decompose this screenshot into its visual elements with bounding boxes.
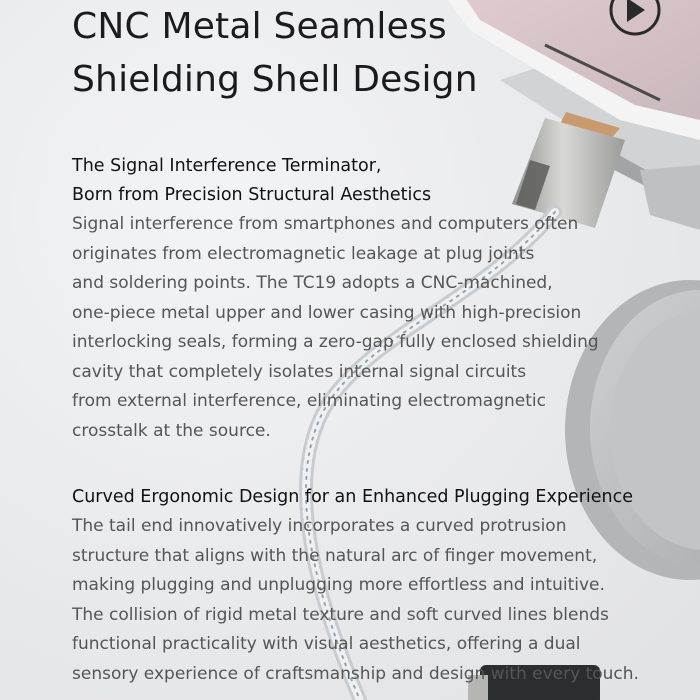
body-line: Signal interference from smartphones and computers often: [72, 214, 579, 234]
body-line: originates from electromagnetic leakage at plug joints: [72, 243, 535, 264]
body-line: cavity that completely isolates internal signal circuits: [72, 361, 527, 382]
body-line: The tail end innovatively incorporates a curved protrusion: [72, 516, 567, 536]
section-heading: [72, 152, 682, 210]
section-body: [72, 512, 682, 689]
body-line: from external interference, eliminating electromagnetic: [72, 391, 546, 411]
body-line: interlocking seals, forming a zero-gap fully enclosed shielding: [72, 332, 599, 352]
body-line: functional practicality with visual aesthetics, offering a dual: [72, 634, 581, 654]
page-title: [72, 0, 478, 106]
body-line: and soldering points. The TC19 adopts a CNC-machined,: [72, 273, 553, 293]
heading-line: Born from Precision Structural Aesthetics: [72, 185, 432, 205]
body-line: making plugging and unplugging more effortless and intuitive.: [72, 575, 605, 595]
body-line: sensory experience of craftsmanship and design with every touch.: [72, 663, 639, 684]
heading-line: The Signal Interference Terminator,: [72, 156, 382, 176]
body-line: crosstalk at the source.: [72, 420, 271, 441]
title-line-1: CNC Metal Seamless: [72, 6, 447, 47]
body-line: The collision of rigid metal texture and soft curved lines blends: [72, 604, 609, 625]
section-ergonomic-design: [72, 483, 682, 689]
heading-line: Curved Ergonomic Design for an Enhanced Plugging Experience: [72, 487, 633, 507]
section-heading: [72, 483, 682, 512]
body-line: structure that aligns with the natural arc of finger movement,: [72, 545, 598, 566]
section-signal-interference: [72, 152, 682, 446]
body-line: one-piece metal upper and lower casing with high-precision: [72, 302, 582, 323]
title-line-2: Shielding Shell Design: [72, 59, 478, 100]
section-body: [72, 210, 682, 446]
